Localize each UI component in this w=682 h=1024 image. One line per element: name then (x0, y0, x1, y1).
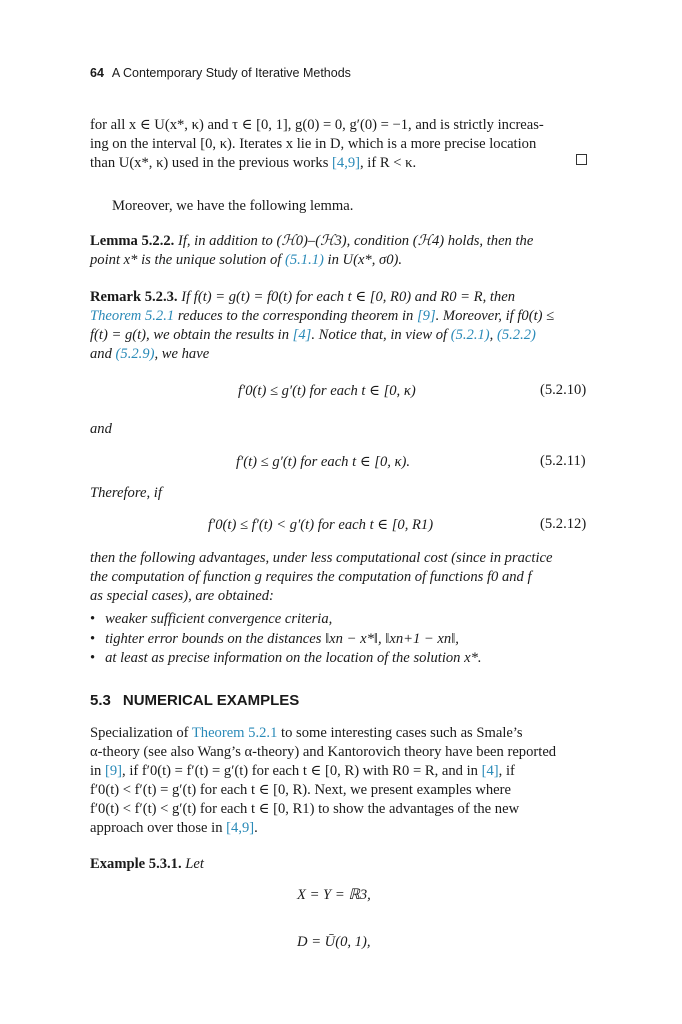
example-equation-2: D = Ū(0, 1), (297, 934, 371, 950)
section-line-1: Specialization of Theorem 5.2.1 to some interesting cases such as Smale’s (90, 725, 523, 741)
lemma-line-2: point x* is the unique solution of (5.1.1) in U(x*, σ0). (90, 252, 403, 268)
intro-line-1: for all x ∈ U(x*, κ) and τ ∈ [0, 1], g(0) = 0, g′(0) = −1, and is strictly increas- (90, 117, 544, 133)
citation-link[interactable]: [4,9] (332, 155, 360, 171)
page-number: 64 (90, 66, 104, 80)
citation-link[interactable]: [4] (292, 327, 312, 343)
equation-ref-link[interactable]: (5.1.1) (284, 252, 324, 268)
example-heading: Example 5.3.1. Let (90, 856, 204, 872)
remark-line-1: Remark 5.2.3. If f(t) = g(t) = f0(t) for each t ∈ [0, R0) and R0 = R, then (90, 289, 516, 305)
citation-link[interactable]: [9] (105, 763, 123, 779)
equation-ref-link[interactable]: (5.2.9) (115, 346, 155, 362)
equation-5-2-10: f′0(t) ≤ g′(t) for each t ∈ [0, κ) (238, 383, 416, 399)
section-line-4: f′0(t) < f′(t) = g′(t) for each t ∈ [0, R). Next, we present examples where (90, 782, 511, 798)
equation-number: (5.2.10) (540, 382, 587, 398)
remark-line-4: and (5.2.9), we have (90, 346, 210, 362)
equation-5-2-11: f′(t) ≤ g′(t) for each t ∈ [0, κ). (236, 454, 411, 470)
section-number: 5.3 (90, 692, 111, 709)
theorem-ref-link[interactable]: Theorem 5.2.1 (191, 725, 278, 741)
section-title: NUMERICAL EXAMPLES (122, 692, 300, 709)
citation-link[interactable]: [9] (416, 308, 436, 324)
list-item: • at least as precise information on the location of the solution x*. (90, 649, 482, 669)
running-header (90, 66, 351, 80)
intro-line-3: than U(x*, κ) used in the previous works [4,9], if R < κ. (90, 155, 417, 171)
lemma-line-1: Lemma 5.2.2. If, in addition to (ℋ0)–(ℋ3), condition (ℋ4) holds, then the (90, 233, 534, 249)
advantages-line-2: the computation of function g requires the computation of functions f0 and f (90, 569, 532, 585)
equation-ref-link[interactable]: (5.2.1) (450, 327, 490, 343)
section-line-5: f′0(t) < f′(t) < g′(t) for each t ∈ [0, R1) to show the advantages of the new (90, 801, 520, 817)
section-heading (90, 692, 311, 709)
lemma-label: Lemma 5.2.2. (90, 233, 175, 249)
remark-line-2: Theorem 5.2.1 reduces to the corresponding theorem in [9]. Moreover, if f0(t) ≤ (90, 308, 555, 324)
qed-box (576, 154, 587, 165)
advantages-list (90, 610, 482, 669)
section-line-6: approach over those in [4,9]. (90, 820, 258, 836)
advantages-line-3: as special cases), are obtained: (90, 588, 274, 604)
section-line-3: in [9], if f′0(t) = f′(t) = g′(t) for each t ∈ [0, R) with R0 = R, and in [4], if (90, 763, 515, 779)
moreover-text: Moreover, we have the following lemma. (112, 198, 354, 214)
theorem-ref-link[interactable]: Theorem 5.2.1 (90, 308, 175, 324)
advantages-line-1: then the following advantages, under less computational cost (since in practice (90, 550, 553, 566)
and-text: and (90, 421, 112, 437)
remark-label: Remark 5.2.3. (90, 289, 178, 305)
therefore-text: Therefore, if (90, 485, 162, 501)
example-label: Example 5.3.1. (90, 856, 182, 872)
citation-link[interactable]: [4] (481, 763, 499, 779)
section-line-2: α-theory (see also Wang’s α-theory) and Kantorovich theory have been reported (90, 744, 557, 760)
equation-5-2-12: f′0(t) ≤ f′(t) < g′(t) for each t ∈ [0, R1) (208, 517, 434, 533)
book-title: A Contemporary Study of Iterative Methods (111, 66, 351, 80)
example-equation-1: X = Y = ℝ3, (297, 887, 371, 903)
equation-ref-link[interactable]: (5.2.2) (496, 327, 536, 343)
equation-number: (5.2.11) (540, 453, 586, 469)
intro-line-2: ing on the interval [0, κ). Iterates x lie in D, which is a more precise location (90, 136, 537, 152)
remark-line-3: f(t) = g(t), we obtain the results in [4]. Notice that, in view of (5.2.1), (5.2.2) (90, 327, 536, 343)
citation-link[interactable]: [4,9] (226, 820, 255, 836)
list-item: • tighter error bounds on the distances ‖xn − x*‖, ‖xn+1 − xn‖, (90, 630, 482, 650)
list-item: • weaker sufficient convergence criteria, (90, 610, 482, 630)
equation-number: (5.2.12) (540, 516, 587, 532)
